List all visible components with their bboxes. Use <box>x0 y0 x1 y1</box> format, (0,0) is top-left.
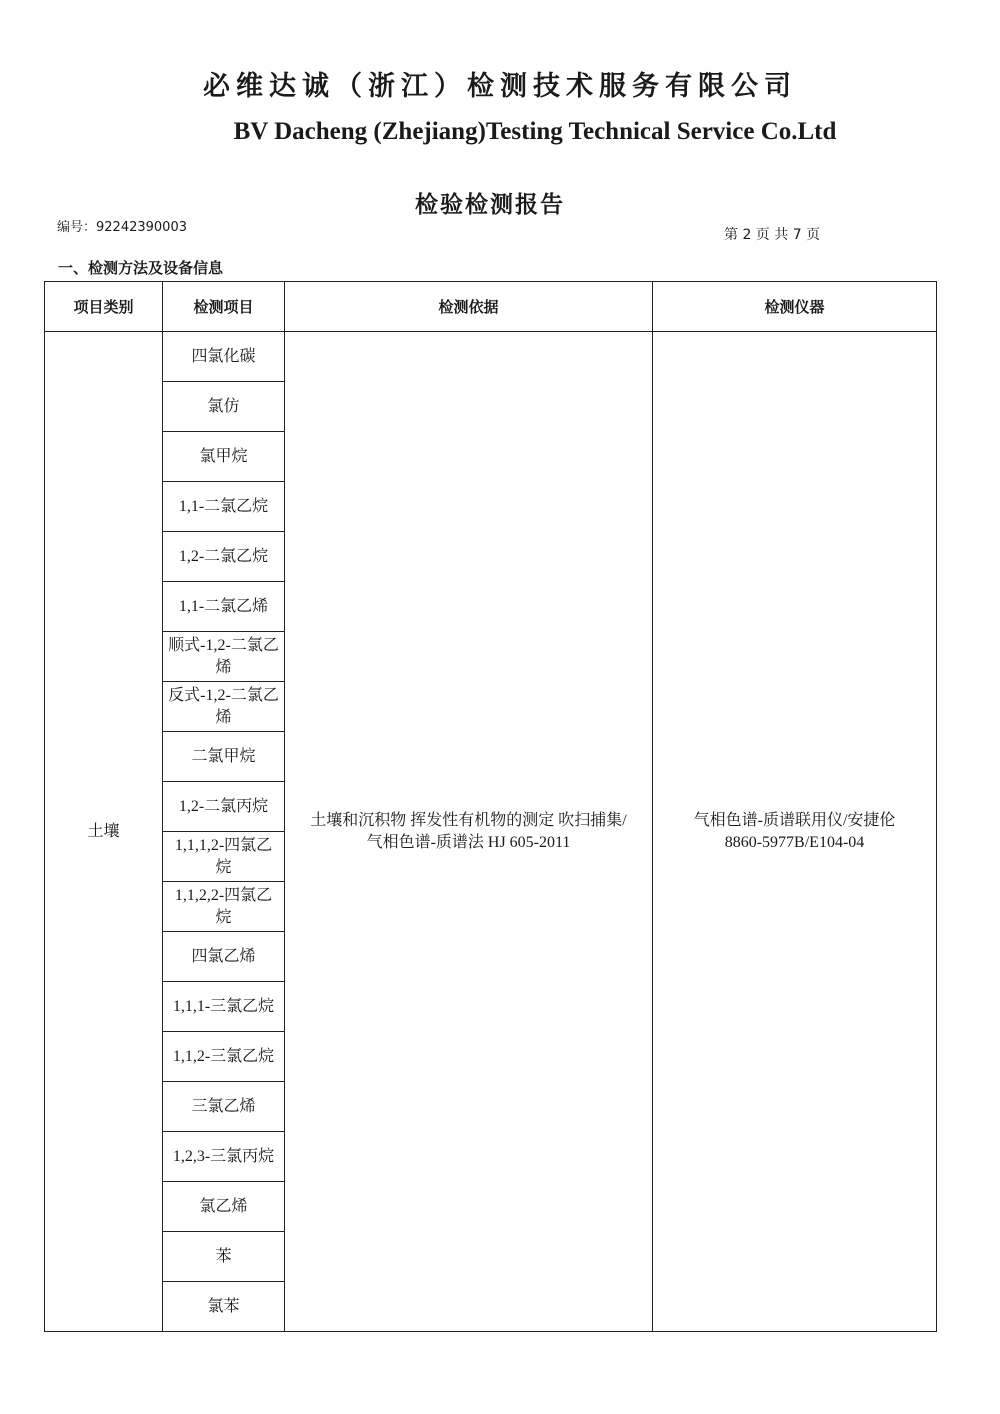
header-test-item: 检测项目 <box>163 282 285 332</box>
header-test-basis: 检测依据 <box>285 282 653 332</box>
method-equipment-table <box>44 281 937 1332</box>
header-category: 项目类别 <box>45 282 163 332</box>
test-item-cell: 四氯化碳 <box>163 332 285 382</box>
table-header-row <box>45 282 937 332</box>
test-item-cell: 1,1,1-三氯乙烷 <box>163 982 285 1032</box>
test-item-cell: 1,1-二氯乙烷 <box>163 482 285 532</box>
section-heading: 一、检测方法及设备信息 <box>58 259 224 277</box>
test-item-cell: 氯苯 <box>163 1282 285 1332</box>
company-name-chinese: 必维达诚（浙江）检测技术服务有限公司 <box>203 71 797 102</box>
test-basis-line-2: 气相色谱-质谱法 HJ 605-2011 <box>366 833 571 851</box>
instrument-line-1: 气相色谱-质谱联用仪/安捷伦 <box>693 811 896 829</box>
test-item-cell: 反式-1,2-二氯乙烯 <box>163 682 285 732</box>
report-title: 检验检测报告 <box>415 192 565 218</box>
test-item-cell: 氯甲烷 <box>163 432 285 482</box>
test-item-cell: 二氯甲烷 <box>163 732 285 782</box>
instrument-cell <box>653 332 937 1332</box>
page-indicator: 第 2 页 共 7 页 <box>724 227 821 243</box>
test-item-cell: 1,2-二氯丙烷 <box>163 782 285 832</box>
company-name-english: BV Dacheng (Zhejiang)Testing Technical Service Co.Ltd <box>233 118 837 145</box>
report-number <box>57 216 187 235</box>
test-item-cell: 1,1-二氯乙烯 <box>163 582 285 632</box>
test-item-cell: 1,1,2,2-四氯乙烷 <box>163 882 285 932</box>
header-instrument: 检测仪器 <box>653 282 937 332</box>
test-item-cell: 三氯乙烯 <box>163 1082 285 1132</box>
test-basis-cell <box>285 332 653 1332</box>
table-row <box>45 332 937 382</box>
test-item-cell: 顺式-1,2-二氯乙烯 <box>163 632 285 682</box>
test-item-cell: 1,2-二氯乙烷 <box>163 532 285 582</box>
test-basis-line-1: 土壤和沉积物 挥发性有机物的测定 吹扫捕集/ <box>310 811 627 829</box>
category-cell: 土壤 <box>45 332 163 1332</box>
report-number-value: 92242390003 <box>96 220 187 235</box>
test-item-cell: 四氯乙烯 <box>163 932 285 982</box>
test-item-cell: 氯乙烯 <box>163 1182 285 1232</box>
instrument-line-2: 8860-5977B/E104-04 <box>724 833 865 851</box>
test-item-cell: 氯仿 <box>163 382 285 432</box>
report-number-label: 编号： <box>57 220 97 235</box>
test-item-cell: 1,1,1,2-四氯乙烷 <box>163 832 285 882</box>
test-item-cell: 1,1,2-三氯乙烷 <box>163 1032 285 1082</box>
test-item-cell: 苯 <box>163 1232 285 1282</box>
test-item-cell: 1,2,3-三氯丙烷 <box>163 1132 285 1182</box>
